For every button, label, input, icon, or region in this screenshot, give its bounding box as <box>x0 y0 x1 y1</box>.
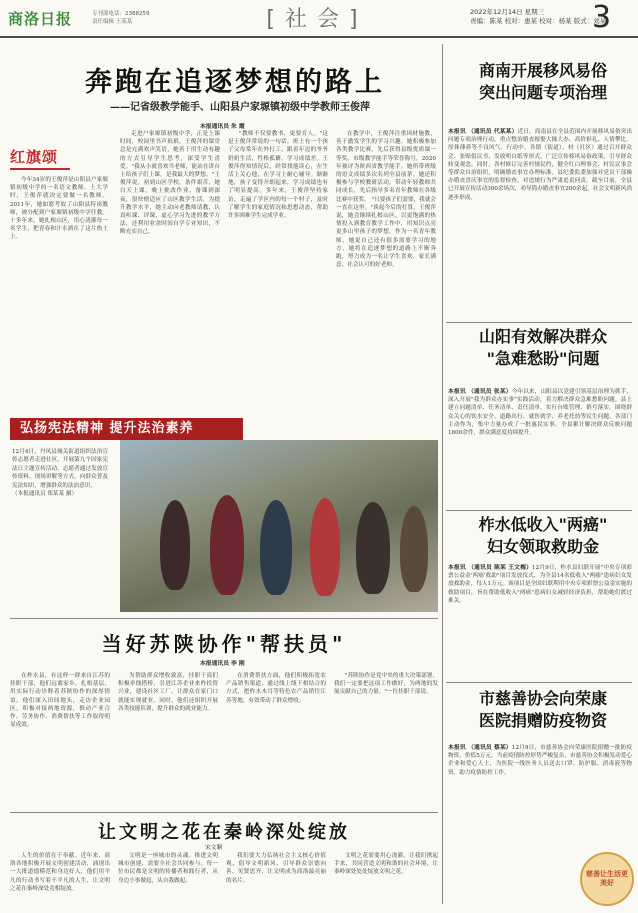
promo-divider <box>10 618 438 619</box>
right-divider-2 <box>446 510 632 511</box>
lead-subtitle: ——记省级教学能手、山阳县户家塬镇初级中学教师王俊萍 <box>110 102 370 113</box>
right3-title: 柞水低收入"两癌" 妇女领取救助金 <box>478 515 608 556</box>
bottom-title: 让文明之花在秦岭深处绽放 <box>98 822 350 843</box>
mid-col-1: 在柞水县，有这样一群来自江苏的挂职干部，他们远离家乡，扎根基层，用实际行动诠释着苏陕协作的深厚情谊。他们深入田间地头，走访企业园区，积极对接两地资源，推动产业合作、劳务协作、消费帮扶等工作取得明显成效。 <box>10 673 110 729</box>
mid-divider <box>10 812 438 813</box>
bottom-col-1: 人生的价值在于奉献。近年来，商洛各地积极开展文明创建活动，涌现出一大批道德模范和身边好人，他们用平凡的行动书写着不平凡的人生，让文明之花在秦岭深处竞相绽放。 <box>10 853 110 892</box>
right4-body: 本报讯 （通讯员 蔡某）12月9日，市慈善协会向荣康医院捐赠一批防疫物资，价值5万元。当前疫情防控形势严峻复杂，市慈善协会积极发动爱心企业和爱心人士，为医院一线医务人员送去口罩、防护服、消毒液等物资，助力疫情防控工作。 <box>448 745 632 776</box>
mid-col-2: 为帮助群众增收致富，挂职干部们积极牵线搭桥，引进江苏企业来柞投资兴业，建设社区工厂，让群众在家门口就能实现就业。同时，他们还组织开展各类技能培训，提升群众的就业能力。 <box>118 673 218 712</box>
section-label: [社会] <box>266 7 368 32</box>
right1-title: 商南开展移风易俗 突出问题专项治理 <box>478 61 607 102</box>
issue-date: 2022年12月14日 星期三 责编：陈某 校对：惠某 校对：杨某 版式：刘某 <box>470 8 607 25</box>
right-divider-1 <box>446 322 632 323</box>
masthead-rule <box>0 36 638 38</box>
lead-col-3: 在教学中，王俊萍注重因材施教，善于激发学生的学习兴趣。她积极参加各类教学比赛，先后获得县级优质课一等奖、市级教学能手等荣誉称号，2020年被评为陕西省教学能手。她所带班级的语文成绩多次名列全县前茅。她还积极参与学校教研活动，带动年轻教师共同成长，先后指导多名青年教师在各级比赛中获奖。 "只要孩子们需要，我就会一直在这里。"谈起今后的打算，王俊萍说，她会继续扎根山区，以更饱满的热情投入到教育教学工作中，用知识点亮更多山里孩子的梦想。作为一名青年教师，她说自己还有很多需要学习的地方，她将在追逐梦想的道路上不断奔跑，努力成为一名让学生喜欢、家长满意、社会认可的好老师。 <box>336 131 436 269</box>
mid-byline: 本报通讯员 李 刚 <box>200 661 245 667</box>
right1-body: 本报讯 （通讯员 代某某）近日，商南县在全县范围内开展移风易俗突出问题专项治理行动，重点整治婚丧嫁娶大操大办、高价彩礼、人情攀比、厚葬薄养等不良风气。行动中，各镇（街道）、村（社区）通过召开群众会、张贴倡议书、发放明白纸等形式，广泛宣传移风易俗政策，引导群众转变观念。同时，各村修订完善村规民约，健全红白理事会、村民议事会等群众自治组织，明确婚丧事宜办理标准。县纪委监委加强对党员干部操办婚丧喜庆事宜的监督检查，对违规行为严肃追责问责。截至目前，全县已开展宣传活动300余场次，劝导简办婚丧事宜200余起，社会文明新风尚逐步形成。 <box>448 129 632 201</box>
lead-byline: 本报通讯员 朱 霞 <box>200 124 245 130</box>
column-stamp-rule <box>10 168 70 170</box>
masthead-hotline: 专刊部电话：2388259 责任编辑 王某某 <box>92 11 150 25</box>
mid-col-3: 在消费帮扶方面，他们积极拓宽农产品销售渠道，通过线上线下相结合的方式，把柞水木耳等特色农产品销往江苏等地，有效带动了群众增收。 <box>226 673 326 704</box>
charity-logo <box>580 852 634 906</box>
right-divider-3 <box>446 682 632 683</box>
page-number: 3 <box>592 0 612 35</box>
promo-banner: 弘扬宪法精神 提升法治素养 <box>10 418 243 440</box>
right3-body: 本报讯 （通讯员 陈某 王文梅）12月9日，柞水县妇联开展"中央专项彩票公益金'两癌'救助"项目发放仪式，为全县14名低收入"两癌"患病妇女发放救助金，每人1万元。该项目是全国妇联利用中央专项彩票公益金实施的救助项目，旨在帮助低收入"两癌"患病妇女减轻经济负担，帮助她们渡过难关。 <box>448 565 632 604</box>
bottom-col-2: 文明是一座城市的灵魂。推进文明城市创建，需要全社会共同参与。每一位市民都是文明的传播者和践行者，从身边小事做起，从自我做起。 <box>118 853 218 884</box>
column-stamp: 红旗颂 <box>10 148 59 166</box>
masthead-logo: 商洛日报 <box>8 10 73 28</box>
promo-caption: 12月4日，丹凤县城关街道组织法治宣传志愿者走进社区，开展第九个国家宪法日主题宣传活动。志愿者通过发放宣传资料、现场讲解等方式，向群众普及宪法知识，增强群众的法治意识。 （本报通讯员 郑某某 摄） <box>12 449 108 498</box>
lead-title: 奔跑在追逐梦想的路上 <box>85 67 385 98</box>
charity-logo-text: 慈善让生活更美好 <box>586 870 628 887</box>
lead-col-1: 走进户家塬镇初级中学，正是上课时间，校园里书声琅琅。王俊萍的课堂总是充满欢声笑语，她善于用生动有趣的方式引导学生思考，深受学生喜爱。"我从小就喜欢当老师，能站在讲台上给孩子们上课，是我最大的梦想。"王俊萍说。初到山区学校，条件艰苦，她白天上课，晚上批改作业、备课到深夜，很快便适应了山区教学生活。为提升教学水平，她主动向老教师请教，认真听课、评课，虚心学习先进的教学方法，还利用业余时间自学专业知识，不断充实自己。 <box>120 131 220 236</box>
right2-title: 山阳有效解决群众 "急难愁盼"问题 <box>478 327 607 368</box>
right2-body: 本报讯 （通讯员 张某）今年以来，山阳县以党建引领基层治理为抓手，深入开展"我为群众办实事"实践活动，着力解决群众急难愁盼问题。县上建立问题清单、任务清单、责任清单，实行台账管理、销号落实。围绕群众关心的饮水安全、道路出行、就医就学、养老托幼等民生问题，各部门主动作为，集中力量办成了一批惠民实事。全县累计解决群众反映问题1800余件，群众满意度持续提升。 <box>448 389 632 437</box>
bottom-byline: 宋文颖 <box>205 845 223 851</box>
mid-title: 当好苏陕协作"帮扶员" <box>101 632 347 656</box>
lead-col-2: "教师不仅要教书，更要育人。"这是王俊萍常说的一句话。班上有一个孩子父母常年在外打工，跟着年迈的爷爷奶奶生活，性格孤僻，学习成绩差。王俊萍得知情况后，经常找他谈心，在生活上关心他，在学习上耐心辅导。渐渐地，孩子变得开朗起来，学习成绩也有了明显提高。多年来，王俊萍坚持家访，走遍了学区内的每一个村子，及时了解学生的家庭情况和思想动态，帮助许多困难学生完成学业。 <box>228 131 328 220</box>
event-photo <box>120 440 438 612</box>
bottom-col-4: 文明之花需要用心浇灌。让我们携起手来，共同营造文明和谐的社会环境，让秦岭深处处处绽放文明之花。 <box>334 853 438 876</box>
bottom-col-3: 我们要大力弘扬社会主义核心价值观，倡导文明新风，引导群众崇德向善、见贤思齐，让文明成为商洛最亮丽的名片。 <box>226 853 326 884</box>
lead-intro: 今年34岁的王俊萍是山阳县户家塬镇初级中学的一名语文教师。上大学时，王俊萍就决定要做一名教师。2011年，她如愿考取了山阳县特岗教师，被分配到户家塬镇初级中学任教。十多年来，她扎根山区，用心浇灌每一名学生，把青春和汗水洒在了这片热土上。 <box>10 177 108 241</box>
mid-col-4: "苏陕协作是党中央的重大决策部署，我们一定要把这项工作做好，为两地的发展贡献自己的力量。"一位挂职干部说。 <box>334 673 438 696</box>
lead-col-4-text: "只要孩子们需要，我就会一直在这里。"谈起今后的打算，王俊萍说，她会继续扎根山区，以更饱满的热情投入到教育教学工作中，用知识点亮更多山里孩子的梦想。作为一名青年教师，她说自己还有很多需要学习的地方，她将在追逐梦想的道路上不断奔跑，努力成为一名让学生喜欢、家长满意、社会认可的好老师。 <box>336 196 436 269</box>
right4-title: 市慈善协会向荣康 医院捐赠防疫物资 <box>478 689 607 730</box>
main-right-divider <box>442 44 443 904</box>
